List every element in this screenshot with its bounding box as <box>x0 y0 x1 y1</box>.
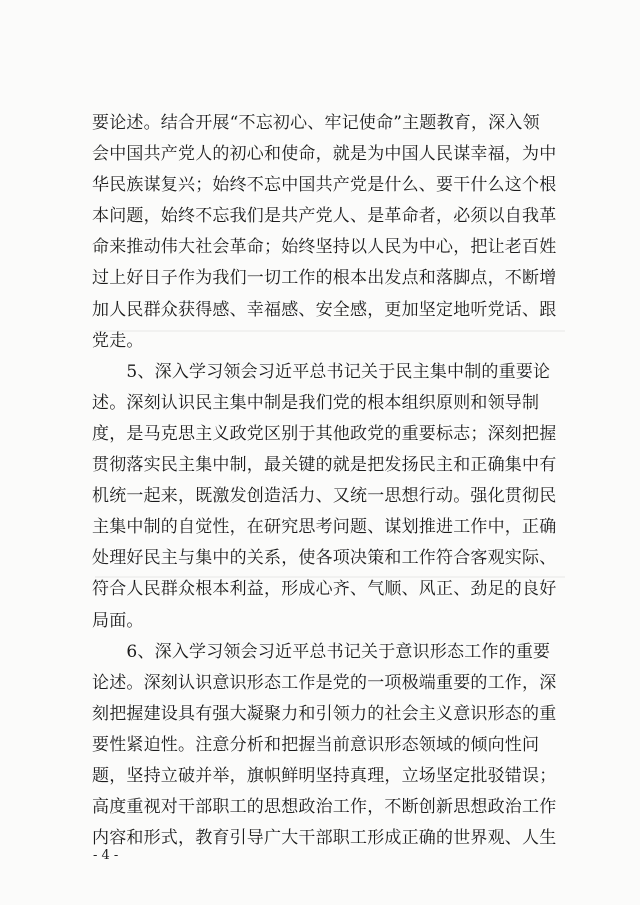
text-line: 贯彻落实民主集中制，最关键的就是把发扬民主和正确集中有 <box>92 455 557 476</box>
text-line: 加人民群众获得感、幸福感、安全感，更加坚定地听党话、跟 <box>92 299 557 320</box>
text-line: 机统一起来，既激发创造活力、又统一思想行动。强化贯彻民 <box>92 486 557 507</box>
text-line: 高度重视对干部职工的思想政治工作，不断创新思想政治工作 <box>92 797 557 818</box>
text-line: 题，坚持立破并举，旗帜鲜明坚持真理，立场坚定批驳错误； <box>92 765 557 786</box>
text-line: 党走。 <box>92 330 144 351</box>
text-line: 度，是马克思主义政党区别于其他政党的重要标志；深刻把握 <box>92 423 557 444</box>
text-line: 刻把握建设具有强大凝聚力和引领力的社会主义意识形态的重 <box>92 703 557 724</box>
text-line: 华民族谋复兴；始终不忘中国共产党是什么、要干什么这个根 <box>92 175 557 196</box>
body-text <box>92 108 557 854</box>
text-line: 处理好民主与集中的关系，使各项决策和工作符合客观实际、 <box>92 548 557 569</box>
text-line: 述。深刻认识民主集中制是我们党的根本组织原则和领导制 <box>92 392 540 413</box>
text-line: 局面。 <box>92 610 144 631</box>
text-line: 过上好日子作为我们一切工作的根本出发点和落脚点，不断增 <box>92 268 557 289</box>
text-line: 主集中制的自觉性，在研究思考问题、谋划推进工作中，正确 <box>92 517 557 538</box>
text-line: 6、深入学习领会习近平总书记关于意识形态工作的重要 <box>92 641 551 662</box>
text-line: 符合人民群众根本利益，形成心齐、气顺、风正、劲足的良好 <box>92 579 557 600</box>
text-line: 会中国共产党人的初心和使命，就是为中国人民谋幸福，为中 <box>92 144 557 165</box>
text-line: 命来推动伟大社会革命；始终坚持以人民为中心，把让老百姓 <box>92 237 557 258</box>
text-line: 要性紧迫性。注意分析和把握当前意识形态领域的倾向性问 <box>92 734 540 755</box>
page-number: - 4 - <box>93 848 119 863</box>
text-line: 本问题，始终不忘我们是共产党人、是革命者，必须以自我革 <box>92 206 557 227</box>
text-line: 论述。深刻认识意识形态工作是党的一项极端重要的工作，深 <box>92 672 557 693</box>
text-line: 要论述。结合开展“不忘初心、牢记使命”主题教育，深入领 <box>92 113 540 133</box>
text-line: 内容和形式，教育引导广大干部职工形成正确的世界观、人生 <box>92 828 557 849</box>
text-line: 5、深入学习领会习近平总书记关于民主集中制的重要论 <box>92 361 551 382</box>
